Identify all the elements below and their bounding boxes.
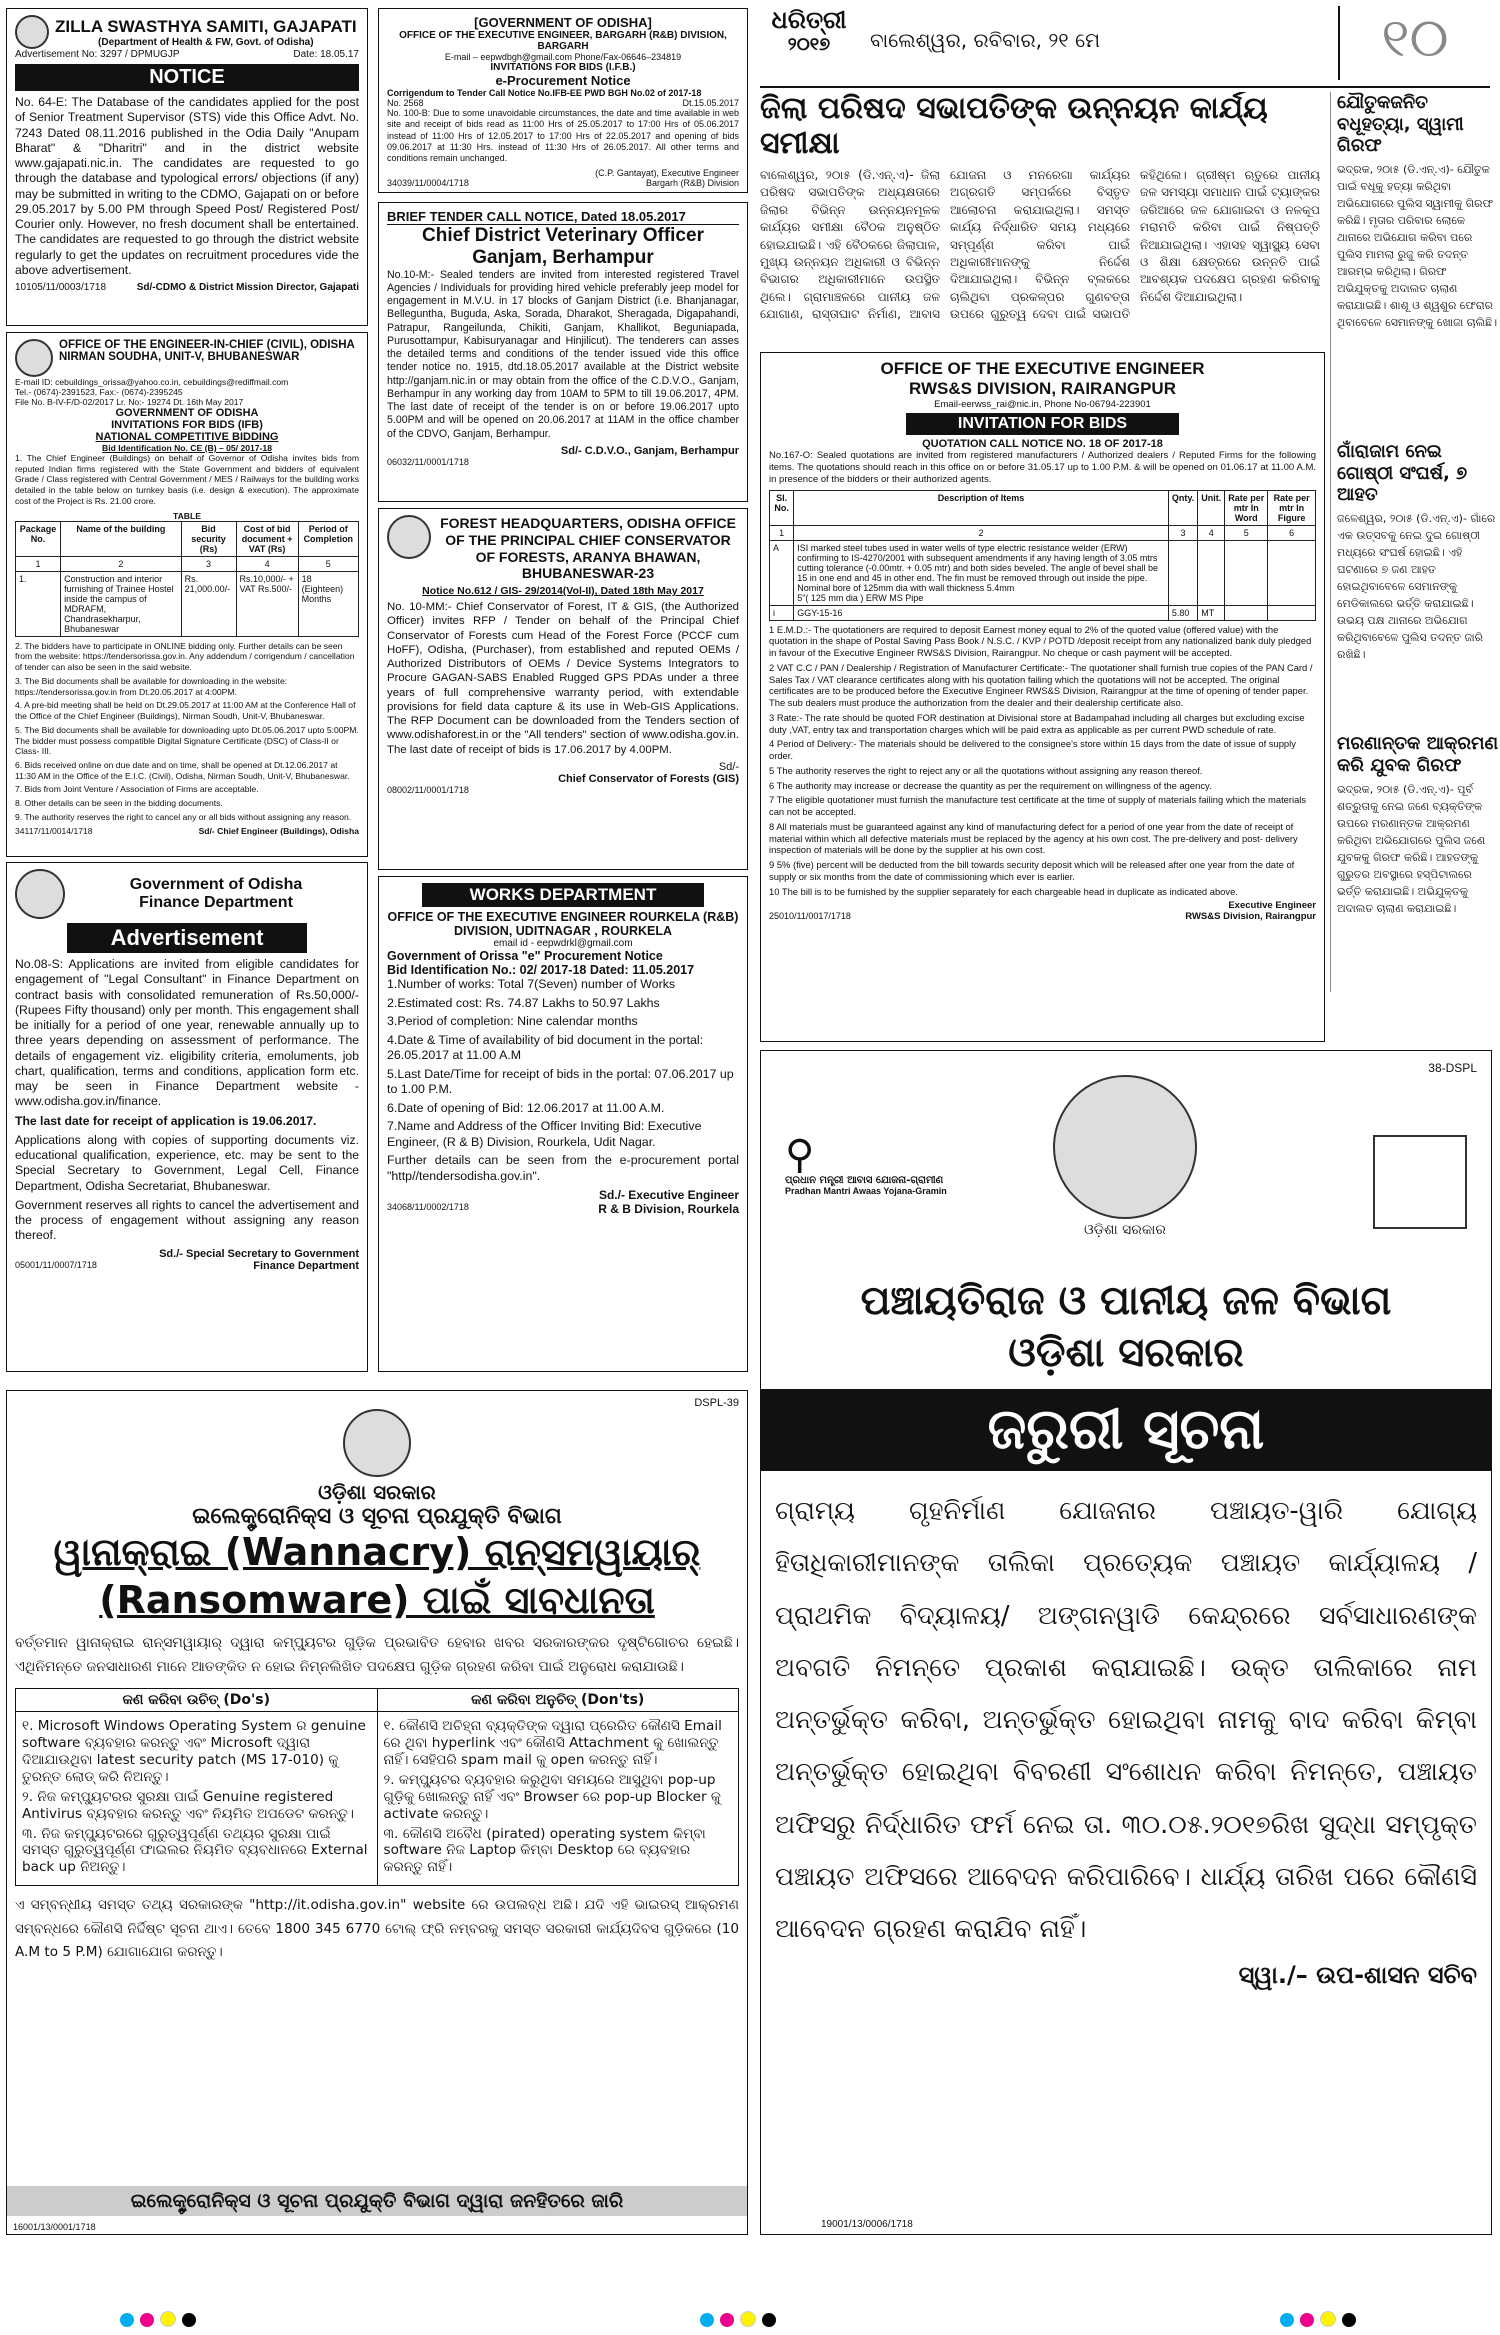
table-header: Qnty. (1168, 490, 1197, 525)
list-item: 9. The authority reserves the right to cancel any or all bids without assigning any reason. (15, 811, 352, 822)
rws-email: Email-eerwss_rai@nic.in, Phone No-06794-223901 (934, 399, 1151, 410)
list-item: 5. The Bid documents shall be available for downloading upto Dt.05.06.2017 upto 5:00PM. The bidder must possess compatible Digital Signature Certificate (DSC) of Class-II or Class- III. (15, 724, 359, 757)
masthead (760, 6, 1490, 88)
works-department-notice (378, 876, 748, 1372)
pmay-name: ପ୍ରଧାନ ମନ୍ତ୍ରୀ ଆବାସ ଯୋଜନା-ଗ୍ରାମୀଣ (785, 1175, 944, 1186)
finance-p1: No.08-S: Applications are invited from eligible candidates for engagement of "Legal Consultant" in Finance Department on contract basis with consolidated remuneration of Rs.50,000/- (Rupees Fifty thousand) only per month. This engagement shall be initially for a period of one year, renewable annually up to three years depending on assessment of performance. The details of engagement viz. eligibility criteria, emoluments, job chart, qualification, terms and conditions, application form etc. may be seen in Finance Department website - www.odisha.gov.in/finance. (15, 957, 359, 1109)
color-dots-left (120, 2311, 202, 2330)
side-news-title: ଗାଁରାଜାମ ନେଇ ଗୋଷ୍ଠୀ ସଂଘର୍ଷ, ୭ ଆହତ (1337, 441, 1468, 506)
civil-table-label: TABLE (172, 510, 201, 521)
yellow-dot (1320, 2311, 1336, 2327)
civil-gov: GOVERNMENT OF ODISHA (115, 407, 259, 419)
wannacry-title2: (Ransomware) ପାଇଁ ସାବଧାନତା (99, 1577, 655, 1622)
table-header: Unit. (1198, 490, 1225, 525)
vet-head: BRIEF TENDER CALL NOTICE, Dated 18.05.2017 (387, 209, 739, 225)
civil-inv: INVITATIONS FOR BIDS (IFB) (111, 419, 263, 431)
list-item: 7.Name and Address of the Officer Inviting Bid: Executive Engineer, (R & B) Division, Rourkela, Udit Nagar. (387, 1119, 702, 1149)
zilla-body: No. 64-E: The Database of the candidates applied for the post of Senior Treatment Supervisor (STS) vide this Office Advt. No. 7243 Dated 08.11.2016 published in the Odia Daily "Anupam Bharat" & "Dharitri" and in the district website www.gajapati.nic.in. The candidates are requested to go through the database and typological errors/ objections (if any) may be submitted in writing to the CDMO, Gajapati on or before 29.05.2017 by 5.00 PM through Speed Post/ Registered Post/ Courier only. However, no fresh document shall be entertained. The candidates are requested to go through the district website regularly to get the updates on recruitment procedures vide the above advertisement. (15, 95, 359, 277)
rws-sign: Executive Engineer (1228, 900, 1316, 912)
table-header: Cost of bid document + VAT (Rs) (236, 521, 298, 556)
civil-ncb: NATIONAL COMPETITIVE BIDDING (95, 431, 279, 443)
works-banner: WORKS DEPARTMENT (422, 883, 704, 907)
table-col-no: 4 (236, 556, 298, 571)
bargarh-corrigendum: Corrigendum to Tender Call Notice No.IFB-EE PWD BGH No.02 of 2017-18 (387, 88, 702, 98)
health-emblem-icon (15, 15, 49, 49)
donts-column (378, 1689, 739, 1886)
finance-sign: Sd./- Special Secretary to Government (159, 1247, 359, 1260)
table-header: Sl. No. (770, 490, 794, 525)
list-item: 1 E.M.D.:- The quotationers are required to deposit Earnest money equal to 2% of the quoted value (offered value) with the quotation in the shape of Postal Saving Pass Book / N.S.C. / KVP / POTD /deposit receipt from any nationalized bank duly pledged in favour of the Executive Engineer RWS&S Division, Rairangpur. No cheque or cash payment will be accepted. (769, 623, 1312, 659)
list-item: 2.Estimated cost: Rs. 74.87 Lakhs to 50.97 Lakhs (387, 995, 660, 1010)
civil-points (15, 641, 359, 823)
list-item: 2 VAT C.C / PAN / Dealership / Registration of Manufacturer Certificate:- The quotationer shall furnish true copies of the PAN Card / Sales Tax / VAT clearance certificates along with his quotation failing which the quotations will not be accepted. The original certificates are to be produced before the Executive Engineer RWS&S Division, Rairangpur at the time of opening of tender paper. The sub dealers must produce the authorization from the dealer and their dealership certificate also. (769, 661, 1313, 709)
zilla-subtitle: (Department of Health & FW, Govt. of Odisha) (98, 36, 314, 48)
wannacry-gov: ଓଡ଼ିଶା ସରକାର (318, 1480, 436, 1504)
finance-p3: Applications along with copies of supporting documents viz. educational qualification, experience, etc. may be sent to the Special Secretary to Government, Legal Cell, Finance Department, Odisha Secretariat, Bhubaneswar. (15, 1132, 359, 1193)
headline-body: ବାଲେଶ୍ୱର, ୨୦ା୫ (ଡି.ଏନ୍.ଏ)- ଜିଲା ପରିଷଦ ସଭାପତିଙ୍କ ଅଧ୍ୟକ୍ଷତାରେ ଜିଲାର ବିଭିନ୍ନ ଉନ୍ନୟନମୂଳକ କାର୍ଯ୍ୟର ସମୀକ୍ଷା ବୈଠକ ଅନୁଷ୍ଠିତ ହୋଇଯାଇଛି। ଏହି ବୈଠକରେ ଜିଲାପାଳ, ମୁଖ୍ୟ ଉନ୍ନୟନ ଅଧିକାରୀ ଓ ବିଭିନ୍ନ ବିଭାଗର ଅଧିକାରୀମାନେ ଉପସ୍ଥିତ ଥିଲେ। ଗ୍ରାମାଞ୍ଚଳରେ ପାନୀୟ ଜଳ ଯୋଗାଣ, ରାସ୍ତାଘାଟ ନିର୍ମାଣ, ଆବାସ ଯୋଜନା ଓ ମନରେଗା କାର୍ଯ୍ୟର ଅଗ୍ରଗତି ସମ୍ପର୍କରେ ବିସ୍ତୃତ ଆଲୋଚନା କରାଯାଇଥିଲା। ସମସ୍ତ କାର୍ଯ୍ୟ ନିର୍ଦ୍ଧାରିତ ସମୟ ମଧ୍ୟରେ ସମ୍ପୂର୍ଣ୍ଣ କରିବା ପାଇଁ ଅଧିକାରୀମାନଙ୍କୁ ନିର୍ଦ୍ଦେଶ ଦିଆଯାଇଥିଲା। ବିଭିନ୍ନ ବ୍ଲକରେ ଚାଲିଥିବା ପ୍ରକଳ୍ପର ଗୁଣବତ୍ତା ଉପରେ ଗୁରୁତ୍ୱ ଦେବା ପାଇଁ ସଭାପତି କହିଥିଲେ। ଗ୍ରୀଷ୍ମ ଋତୁରେ ପାନୀୟ ଜଳ ସମସ୍ୟା ସମାଧାନ ପାଇଁ ଟ୍ୟାଙ୍କର ଜରିଆରେ ଜଳ ଯୋଗାଇବା ଓ ନଳକୂପ ମରାମତି କରିବା ପାଇଁ ନିଷ୍ପତ୍ତି ନିଆଯାଇଥିଲା। ଏହାସହ ସ୍ୱାସ୍ଥ୍ୟ ସେବା ଓ ଶିକ୍ଷା କ୍ଷେତ୍ରରେ ଉନ୍ନତି ପାଇଁ ଆବଶ୍ୟକ ପଦକ୍ଷେପ ଗ୍ରହଣ କରିବାକୁ ନିର୍ଦ୍ଦେଶ ଦିଆଯାଇଥିଲା। (760, 168, 1320, 322)
civil-email: E-mail ID: cebuildings_orissa@yahoo.co.in, cebuildings@rediffmail.com (15, 377, 289, 387)
bargarh-ref: 34039/11/0004/1718 (387, 178, 469, 189)
finance-p2: The last date for receipt of application is 19.06.2017. (15, 1113, 317, 1128)
works-office: OFFICE OF THE EXECUTIVE ENGINEER ROURKELA (R&B) DIVISION, UDITNAGAR , ROURKELA (387, 910, 739, 938)
table-cell: 5.80 (1168, 605, 1197, 620)
works-sign: Sd./- Executive Engineer (598, 1188, 739, 1202)
list-item: 1.Number of works: Total 7(Seven) number of Works (387, 977, 676, 991)
bargarh-no: No. 2568 (387, 98, 424, 108)
bargarh-sign2: Bargarh (R&B) Division (645, 178, 739, 189)
civil-tel: Tel.- (0674)-2391523, Fax:- (0674)-2395245 (15, 387, 183, 397)
table-cell (1268, 540, 1316, 605)
bargarh-body: No. 100-B: Due to some unavoidable circumstances, the date and time available in web site and receipt of bids read as 11:00 Hrs of 25.05.2017 to 17:00 Hrs of 05.06.2017 instead of 11:00 Hrs of 12.05.2017 to 17:00 Hrs of 22.05.2017 and opening of bids 09.06.2017 at 11:30 Hrs. instead of 11:30 Hrs of 26.05.2017. All other terms and conditions remain unchanged. (387, 108, 739, 163)
odisha-emblem-icon (15, 869, 65, 919)
side-news-item (1337, 92, 1499, 331)
list-item: ୧. Microsoft Windows Operating System ର genuine software ବ୍ୟବହାର କରନ୍ତୁ ଏବଂ Microsoft ଦ୍ୱାରା ଦିଆଯାଉଥିବା latest security patch (MS 17-010) କୁ ତୁରନ୍ତ ଲୋଡ୍ କରି ନିଅନ୍ତୁ। (22, 1717, 366, 1785)
masthead-year: ୨୦୧୭ (787, 34, 831, 55)
side-news-body: ଭଦ୍ରକ, ୨୦ା୫ (ଡି.ଏନ୍.ଏ)- ଯୌତୁକ ପାଇଁ ବଧୂକୁ ହତ୍ୟା କରିଥିବା ଅଭିଯୋଗରେ ପୁଲିସ ସ୍ୱାମୀକୁ ଗିରଫ କରିଛି। ମୃତାର ପରିବାର ଲୋକେ ଥାନାରେ ଅଭିଯୋଗ କରିବା ପରେ ପୁଲିସ ମାମଲା ରୁଜୁ କରି ତଦନ୍ତ ଆରମ୍ଭ କରିଥିଲା। ଗିରଫ ଅଭିଯୁକ୍ତକୁ ଅଦାଲତ ଚାଲାଣ କରାଯାଇଛି। ଶାଶୂ ଓ ଶ୍ୱଶୁର ଫେରାର ଥିବାବେଳେ ସେମାନଙ୍କୁ ଖୋଜା ଚାଲିଛି। (1337, 162, 1498, 330)
cyan-dot (700, 2313, 714, 2327)
panchayat-urgent-notice (760, 1050, 1492, 2235)
donts-list (378, 1712, 739, 1886)
table-cell: 1. (16, 571, 61, 636)
headline-title: ଜିଲା ପରିଷଦ ସଭାପତିଙ୍କ ଉନ୍ନୟନ କାର୍ଯ୍ୟ ସମୀକ୍ଷା (760, 92, 1268, 161)
bargarh-office: OFFICE OF THE EXECUTIVE ENGINEER, BARGARH (R&B) DIVISION, BARGARH (399, 30, 727, 52)
forest-emblem-icon (387, 515, 431, 559)
magenta-dot (720, 2313, 734, 2327)
odisha-emblem-icon (15, 339, 53, 377)
forest-title: FOREST HEADQUARTERS, ODISHA OFFICE OF THE PRINCIPAL CHIEF CONSERVATOR OF FORESTS, ARANYA BHAWAN, BHUBANESWAR-23 (440, 515, 736, 582)
panchayat-sign: ସ୍ୱା./– ଉପ-ଶାସନ ସଚିବ (1238, 1961, 1477, 1990)
works-notice: Government of Orissa "e" Procurement Notice (387, 949, 663, 963)
odisha-emblem-icon (1053, 1075, 1197, 1219)
list-item: ୨. କମ୍ପ୍ୟୁଟର ବ୍ୟବହାର କରୁଥିବା ସମୟରେ ଆସୁଥିବା pop-up ଗୁଡ଼ିକୁ ଖୋଲନ୍ତୁ ନାହିଁ ଏବଂ Browser ରେ pop-up Blocker କୁ activate କରନ୍ତୁ। (383, 1771, 721, 1822)
list-item: 5 The authority reserves the right to reject any or all the quotations without assigning any reason thereof. (769, 764, 1203, 776)
bargarh-invitation: INVITATIONS FOR BIDS (I.F.B.) (490, 62, 636, 73)
rws-division: RWS&S DIVISION, RAIRANGPUR (909, 379, 1176, 398)
cyan-dot (1280, 2313, 1294, 2327)
table-col-no: 6 (1268, 525, 1316, 540)
list-item: 5.Last Date/Time for receipt of bids in the portal: 07.06.2017 up to 1.00 P.M. (387, 1066, 734, 1096)
wannacry-code: DSPL-39 (694, 1397, 739, 1409)
civil-table (15, 521, 359, 637)
registration-marks (0, 2305, 1500, 2335)
list-item: 2. The bidders have to participate in ONLINE bidding only. Further details can be seen from the website: https://tendersorissa.gov.in. Any addendum / corrigendum / cancellation of tender can also be seen in the said website. (15, 640, 355, 673)
finance-sign2: Finance Department (253, 1259, 359, 1272)
list-item: 3 Rate:- The rate should be quoted FOR destination at Divisional store at Badampahad including all charges but excluding excise duty ,VAT, entry tax and transportation charges which will be paid extra as applicable as per current PWD schedule of rate. (769, 711, 1305, 735)
table-col-no: 1 (16, 556, 61, 571)
list-item: 7. Bids from Joint Venture / Association of Firms are acceptable. (15, 784, 259, 795)
wannacry-dept: ଇଲେକ୍ଟ୍ରୋନିକ୍ସ ଓ ସୂଚନା ପ୍ରଯୁକ୍ତି ବିଭାଗ (192, 1504, 562, 1529)
finance-p4: Government reserves all rights to cancel the advertisement and the process of engagement without assigning any reason thereof. (15, 1197, 359, 1243)
civil-file: File No. B-IV-F/D-02/2017 Lr. No:- 19274 Dt. 16th May 2017 (15, 397, 244, 407)
table-cell: A (770, 540, 794, 605)
magenta-dot (1300, 2313, 1314, 2327)
list-item: 10 The bill is to be furnished by the supplier separately for each chargeable head in duplicate as indicated above. (769, 885, 1238, 897)
list-item: 6 The authority may increase or decrease the quantity as per the requirement on willingness of the agency. (769, 779, 1212, 791)
zilla-title: ZILLA SWASTHYA SAMITI, GAJAPATI (55, 16, 357, 36)
panchayat-body: ଗ୍ରାମ୍ୟ ଗୃହନିର୍ମାଣ ଯୋଜନାର ପଞ୍ଚାୟତ-ୱାରି ଯୋଗ୍ୟ ହିତାଧିକାରୀମାନଙ୍କ ତାଲିକା ପ୍ରତ୍ୟେକ ପଞ୍ଚାୟତ କାର୍ଯ୍ୟାଳୟ / ପ୍ରାଥମିକ ବିଦ୍ୟାଳୟ/ ଅଙ୍ଗନୱାଡି କେନ୍ଦ୍ରରେ ସର୍ବସାଧାରଣଙ୍କ ଅବଗତି ନିମନ୍ତେ ପ୍ରକାଶ କରାଯାଇଛି। ଉକ୍ତ ତାଲିକାରେ ନାମ ଅନ୍ତର୍ଭୁକ୍ତ କରିବା, ଅନ୍ତର୍ଭୁକ୍ତ ହୋଇଥିବା ନାମକୁ ବାଦ କରିବା କିମ୍ବା ଅନ୍ତର୍ଭୁକ୍ତ ହୋଇଥିବା ବିବରଣୀ ସଂଶୋଧନ କରିବା ନିମନ୍ତେ, ପଞ୍ଚାୟତ ଅଫିସରୁ ନିର୍ଦ୍ଧାରିତ ଫର୍ମ ନେଇ ତା. ୩୦.୦୫.୨୦୧୭ରିଖ ସୁଦ୍ଧା ସମ୍ପୃକ୍ତ ପଞ୍ଚାୟତ ଅଫିସରେ ଆବେଦନ କରିପାରିବେ। ଧାର୍ଯ୍ୟ ତାରିଖ ପରେ କୌଣସି ଆବେଦନ ଗ୍ରହଣ କରାଯିବ ନାହିଁ। (775, 1496, 1477, 1945)
vet-ref: 06032/11/0001/1718 (387, 456, 469, 467)
rws-title: OFFICE OF THE EXECUTIVE ENGINEER (880, 359, 1205, 378)
table-cell (794, 540, 1169, 605)
panchayat-code: 38-DSPL (1428, 1061, 1477, 1075)
dos-header: କଣ କରିବା ଉଚିତ୍ (Do's) (16, 1689, 377, 1712)
table-cell (1268, 605, 1316, 620)
panchayat-ref: 19001/13/0006/1718 (821, 2219, 913, 2230)
bargarh-notice (378, 8, 748, 193)
black-dot (762, 2313, 776, 2327)
wannacry-title1: ୱାନାକ୍ରାଇ (Wannacry) ରାନ୍‌ସମୱାୟାର୍ (53, 1530, 701, 1574)
zilla-date: Date: 18.05.17 (293, 49, 359, 60)
table-col-no: 4 (1198, 525, 1225, 540)
side-news-body: ଜଳେଶ୍ୱର, ୨୦ା୫ (ଡି.ଏନ୍.ଏ)- ଗାଁରେ ଏକ ଉତ୍ସବକୁ ନେଇ ଦୁଇ ଗୋଷ୍ଠୀ ମଧ୍ୟରେ ସଂଘର୍ଷ ହୋଇଛି। ଏହି ଘଟଣାରେ ୭ ଜଣ ଆହତ ହୋଇଥିବାବେଳେ ସେମାନଙ୍କୁ ମେଡିକାଲରେ ଭର୍ତ୍ତି କରାଯାଇଛି। ଉଭୟ ପକ୍ଷ ଥାନାରେ ଅଭିଯୋଗ କରିଥିବାବେଳେ ପୁଲିସ ତଦନ୍ତ ଜାରି ରଖିଛି। (1337, 512, 1496, 662)
table-header: Name of the building (61, 521, 182, 556)
forest-notice (378, 508, 748, 870)
donts-header: କଣ କରିବା ଅନୁଚିତ୍ (Don'ts) (378, 1689, 739, 1712)
yellow-dot (740, 2311, 756, 2327)
vet-title: Chief District Veterinary Officer Ganjam, Berhampur (422, 225, 704, 268)
civil-addr: NIRMAN SOUDHA, UNIT-V, BHUBANESWAR (59, 351, 300, 363)
list-item: ୩. ନିଜ କମ୍ପ୍ୟୁଟରରେ ଗୁରୁତ୍ୱପୂର୍ଣ୍ଣ ତଥ୍ୟର ସୁରକ୍ଷା ପାଇଁ ସମସ୍ତ ଗୁରୁତ୍ୱପୂର୍ଣ୍ଣ ଫାଇଲର ନିୟମିତ ବ୍ୟବଧାନରେ External back up ନିଅନ୍ତୁ। (22, 1825, 368, 1876)
place-date: ବାଲେଶ୍ୱର, ରବିବାର, ୨୧ ମେ (870, 28, 1101, 52)
table-col-no: 2 (61, 556, 182, 571)
masthead-name: ଧରିତ୍ରୀ (771, 6, 847, 34)
zilla-notice-banner: NOTICE (15, 64, 359, 91)
wannacry-ref: 16001/13/0001/1718 (13, 2222, 96, 2232)
table-col-no: 5 (298, 556, 358, 571)
table-col-no: 3 (1168, 525, 1197, 540)
side-news-item (1337, 441, 1499, 663)
wannacry-intro: ବର୍ତ୍ତମାନ ୱାନାକ୍ରାଇ ରାନ୍‌ସମୱାୟାର୍ ଦ୍ୱାରା କମ୍ପ୍ୟୁଟର ଗୁଡ଼ିକ ପ୍ରଭାବିତ ହେବାର ଖବର ସରକାରଙ୍କର ଦୃଷ୍ଟିଗୋଚର ହେଇଛି। ଏଥିନିମନ୍ତେ ଜନସାଧାରଣ ମାନେ ଆତଙ୍କିତ ନ ହୋଇ ନିମ୍ନଲିଖିତ ପଦକ୍ଷେପ ଗୁଡ଼ିକ ଗ୍ରହଣ କରିବା ପାଇଁ ଅନୁରୋଧ କରାଯାଉଛି। (15, 1635, 739, 1675)
forest-body: No. 10-MM:- Chief Conservator of Forest, IT & GIS, (the Authorized Officer) invites RFP / Tender on behalf of the Principal Chief Conservator of Forests cum Head of the Forest Force (PCCF cum HoFF), Odisha, (Purchaser), from established and reputed OEMs / Authorized Distributors of OEMs / Device Systems Integrators to Procure GAGAN-SABS Enabled Rugged GPS PDAs under a three years of full comprehensive warranty period, with extendable provisions for field data capture & its use in Web-GIS Applications. The RFP Document can be downloaded from the Tenders section of www.odishaforest.in or the "All tenders" section of www.odisha.gov.in. The last date of receipt of bids is 17.06.2017 by 4.00PM. (387, 601, 739, 756)
list-item: 3. The Bid documents shall be available for downloading in the website: https://tendersorissa.gov.in from Dt.20.05.2017 at 4:00PM. (15, 675, 288, 697)
rws-intro: No.167-O: Sealed quotations are invited from registered manufacturers / Authorized dealers / Reputed Firms for the following items. The quotations should reach in this office on or before 31.05.17 up to 1.00 P.M. & will be opened on 01.06.17 at 11.00 A.M. in presence of the bidders or their authorized agents. (769, 450, 1316, 485)
page-number: ୧୦ (1338, 6, 1490, 80)
pmay-figure-icon: ⚲ (785, 1133, 815, 1177)
bargarh-title: [GOVERNMENT OF ODISHA] (474, 15, 652, 30)
finance-ref: 05001/11/0007/1718 (15, 1259, 97, 1270)
zilla-sign: Sd/-CDMO & District Mission Director, Gajapati (136, 282, 359, 293)
finance-title: Government of Odisha (129, 876, 303, 893)
table-cell (1225, 605, 1268, 620)
forest-notice-no: Notice No.612 / GIS- 29/2014(Vol-II), Dated 18th May 2017 (422, 585, 704, 598)
list-item: 8. Other details can be seen in the bidding documents. (15, 798, 223, 809)
vet-body: No.10-M:- Sealed tenders are invited from interested registered Travel Agencies / Individuals for providing hired vehicle preferably jeep model for engagement in M.V.U. in 17 blocks of Ganjam District (i.e. Bhanjanagar, Belleguntha, Buguda, Aska, Sorada, Dharakot, Sheragada, Digapahandi, Patrapur, Rangeilunda, Chikiti, Ganjam, Khallikot, Beguniapada, Purusottampur, Kabisuryanagar and Hinjilicut). The tenderers can asses the detailed terms and conditions of the tender issued vide this office tender notice no. 1915, dtd.18.05.2017 available at the District website http://ganjam.nic.in or may obtain from the office of the C.D.V.O., Ganjam, Berhampur in any working day from 10AM to 5PM to till 19.06.2017, 4PM. The last date of receipt of the tender is on or before 19.06.2017 upto 5.00PM and will be opened on 20.06.2017 at 11AM in the office chamber of the CDVO, Ganjam, Berhampur. (387, 268, 739, 440)
urgent-banner: ଜରୁରୀ ସୂଚନା (761, 1389, 1491, 1471)
seal-text: ଓଡ଼ିଶା ସରକାର (1084, 1222, 1166, 1238)
table-cell: Construction and interior furnishing of Trainee Hostel inside the campus of MDRAFM, Chandrasekharpur, Bhubaneswar (61, 571, 182, 636)
bargarh-email: E-mail – eepwdbgh@gmail.com Phone/Fax-06646–234819 (444, 52, 682, 62)
panchayat-dept: ପଞ୍ଚାୟତିରାଜ ଓ ପାନୀୟ ଜଳ ବିଭାଗ (860, 1278, 1392, 1324)
pmay-name-en: Pradhan Mantri Awaas Yojana-Gramin (785, 1186, 947, 1196)
works-bid-id: Bid Identification No.: 02/ 2017-18 Dated: 11.05.2017 (387, 963, 695, 977)
zilla-adv-no: Advertisement No: 3297 / DPMUGJP (15, 49, 180, 60)
masthead-logo (764, 6, 854, 55)
finance-dept: Finance Department (139, 894, 293, 911)
civil-p1: 1. The Chief Engineer (Buildings) on behalf of Governor of Odisha invites bids from reputed Indian firms registered with the State Government and bidders of equivalent Grade / Class registered with Central Government / MES / Railways for the building works detailed in the table below on turnkey basis (i.e. design & execution). The approximate cost of the Project is Rs. 21.00 crore. (15, 453, 359, 506)
rws-ref: 25010/11/0017/1718 (769, 911, 851, 922)
side-news-body: ଭଦ୍ରକ, ୨୦ା୫ (ଡି.ଏନ୍.ଏ)- ପୂର୍ବ ଶତ୍ରୁତାକୁ ନେଇ ଜଣେ ବ୍ୟକ୍ତିଙ୍କ ଉପରେ ମରଣାନ୍ତକ ଆକ୍ରମଣ କରିଥିବା ଅଭିଯୋଗରେ ପୁଲିସ ଜଣେ ଯୁବକକୁ ଗିରଫ କରିଛି। ଆହତଙ୍କୁ ଗୁରୁତର ଅବସ୍ଥାରେ ହସ୍ପିଟାଲରେ ଭର୍ତ୍ତି କରାଯାଇଛି। ଅଭିଯୁକ୍ତକୁ ଅଦାଲତ ଚାଲାଣ କରାଯାଇଛି। (1337, 782, 1486, 915)
magenta-dot (140, 2313, 154, 2327)
dos-list (16, 1712, 377, 1886)
table-header: Bid security (Rs) (181, 521, 236, 556)
odisha-emblem-icon (343, 1409, 411, 1477)
rws-table (769, 490, 1316, 621)
bargarh-eproc: e-Procurement Notice (495, 73, 631, 88)
civil-title: OFFICE OF THE ENGINEER-IN-CHIEF (CIVIL), ODISHA (59, 339, 355, 351)
pmay-logo (785, 1135, 985, 1196)
headline-article (760, 92, 1320, 342)
table-row (770, 540, 1316, 605)
finance-banner: Advertisement (67, 923, 308, 953)
rws-qcn: QUOTATION CALL NOTICE NO. 18 OF 2017-18 (922, 438, 1163, 450)
side-news-column (1330, 92, 1499, 992)
table-cell: Rs. 21,000.00/- (181, 571, 236, 636)
zilla-notice (6, 8, 368, 326)
house-logo-icon (1373, 1135, 1467, 1229)
forest-ref: 08002/11/0001/1718 (387, 784, 469, 795)
list-item: 3.Period of completion: Nine calendar months (387, 1014, 638, 1028)
list-item: ୩. କୌଣସି ଅବୈଧ (pirated) operating system କିମ୍ବା software ନିଜ Laptop କିମ୍ବା Desktop ରେ ବ୍ୟବହାର କରନ୍ତୁ ନାହିଁ। (383, 1825, 706, 1876)
bargarh-sign: (C.P. Gantayat), Executive Engineer (595, 168, 739, 179)
list-item: ୧. କୌଣସି ଅଚିହ୍ନା ବ୍ୟକ୍ତିଙ୍କ ଦ୍ୱାରା ପ୍ରେରିତ କୌଣସି Email ରେ ଥିବା hyperlink ଏବଂ କୌଣସି Attachment କୁ ଖୋଲନ୍ତୁ ନାହିଁ। ସେହିପରି spam mail କୁ open କରନ୍ତୁ ନାହିଁ। (383, 1717, 722, 1768)
cyan-dot (120, 2313, 134, 2327)
civil-ifb-notice (6, 332, 368, 857)
table-cell: GGY-15-16 (794, 605, 1169, 620)
civil-bid-id: Bid Identification No. CE (B) – 05/ 2017-18 (101, 443, 272, 453)
table-row (16, 571, 359, 636)
table-cell: MT (1198, 605, 1225, 620)
rws-quotation-notice (760, 352, 1325, 1042)
rws-sign2: RWS&S Division, Rairangpur (1185, 911, 1316, 923)
item-description: ISI marked steel tubes used in water wells of type electric resistance welder (ERW) confirming to IS-4270/2001 with subsequent amendments if any having length of 3.05 mtrs cutting tolerance (-0.00mtr. + 0.05 mtr) and both sides beveled. The angle of bevel shall be 15 in one end and 45 in other end. The fin must be removed through out inside the pipe. Nominal bore of 125mm dia with wall thickness 5.4mm (797, 542, 1159, 593)
table-cell (1225, 540, 1268, 605)
works-sign2: R & B Division, Rourkela (598, 1202, 739, 1216)
finance-advertisement (6, 862, 368, 1372)
black-dot (182, 2313, 196, 2327)
list-item: ୨. ନିଜ କମ୍ପ୍ୟୁଟରର ସୁରକ୍ଷା ପାଇଁ Genuine registered Antivirus ବ୍ୟବହାର କରନ୍ତୁ ଏବଂ ନିୟମିତ ଅପଡେଟ କରନ୍ତୁ। (22, 1788, 355, 1822)
side-news-item (1337, 733, 1499, 917)
list-item: 4 Period of Delivery:- The materials should be delivered to the consignee's store within 15 days from the date of issue of supply order. (769, 738, 1296, 762)
table-col-no: 3 (181, 556, 236, 571)
bargarh-dt: Dt.15.05.2017 (682, 98, 739, 108)
works-ref: 34068/11/0002/1718 (387, 1202, 469, 1212)
table-header: Description of Items (794, 490, 1169, 525)
table-header: Period of Completion (298, 521, 358, 556)
wannacry-issued: ଇଲେକ୍ଟ୍ରୋନିକ୍ସ ଓ ସୂଚନା ପ୍ରଯୁକ୍ତି ବିଭାଗ ଦ୍ୱାରା ଜନହିତରେ ଜାରି (7, 2186, 747, 2216)
table-header: Package No. (16, 521, 61, 556)
list-item: 4. A pre-bid meeting shall be held on Dt.29.05.2017 at 11:00 AM at the Conference Hall of the Office of the Chief Engineer (Buildings), Nirman Soudh, Unit-V, Bhubaneswar. (15, 700, 356, 722)
list-item: 6.Date of opening of Bid: 12.06.2017 at 11.00 A.M. (387, 1100, 665, 1115)
table-col-no: 2 (794, 525, 1169, 540)
works-email: email id - eepwdrkl@gmail.com (493, 938, 633, 949)
vet-tender-notice (378, 202, 748, 502)
civil-sign: Sd/- Chief Engineer (Buildings), Odisha (198, 825, 359, 836)
works-items (387, 977, 739, 1150)
works-further: Further details can be seen from the e-procurement portal "http//tendersodisha.gov.in". (387, 1153, 739, 1183)
table-header: Rate per mtr In Figure (1268, 490, 1316, 525)
list-item: 4.Date & Time of availability of bid document in the portal: 26.05.2017 at 11.00 A.M (387, 1032, 704, 1062)
yellow-dot (160, 2311, 176, 2327)
list-item: 8 All materials must be guaranteed against any kind of manufacturing defect for a period of one year from the date of receipt of material within which all defective materials must be replaced by the agency at his own cost. The pre-delivery and post- delivery inspection of materials will be done by the supplier at his own cost. (769, 820, 1298, 856)
table-row (770, 605, 1316, 620)
black-dot (1342, 2313, 1356, 2327)
dos-column (16, 1689, 378, 1886)
rws-banner: INVITATION FOR BIDS (906, 413, 1180, 435)
dos-donts-table (15, 1688, 739, 1887)
table-header: Rate per mtr In Word (1225, 490, 1268, 525)
color-dots-center (700, 2311, 782, 2330)
forest-sign: Sd/- (718, 760, 739, 773)
table-col-no: 1 (770, 525, 794, 540)
table-cell (1168, 540, 1197, 605)
rws-terms (769, 624, 1316, 898)
side-news-title: ମରଣାନ୍ତକ ଆକ୍ରମଣ କରି ଯୁବକ ଗିରଫ (1337, 733, 1499, 777)
item-spec: 5"( 125 mm dia ) ERW MS Pipe (797, 592, 924, 603)
wannacry-advisory (6, 1390, 748, 2235)
forest-sign2: Chief Conservator of Forests (GIS) (558, 772, 739, 785)
vet-sign: Sd/- C.D.V.O., Ganjam, Berhampur (560, 444, 739, 457)
table-cell: i (770, 605, 794, 620)
table-cell (1198, 540, 1225, 605)
list-item: 6. Bids received online on due date and on time, shall be opened at Dt.12.06.2017 at 11:30 AM in the Office of the E.I.C. (Civil), Odisha, Nirman Soudh, Unit-V, Bhubaneswar. (15, 760, 350, 781)
table-cell: Rs.10,000/- + VAT Rs.500/- (236, 571, 298, 636)
side-news-title: ଯୌତୁକଜନିତ ବଧୂହତ୍ୟା, ସ୍ୱାମୀ ଗିରଫ (1337, 92, 1464, 157)
list-item: 9 5% (five) percent will be deducted from the bill towards security deposit which will be released after one year from the date of supply or six months from the date of commissioning which ever is earlier. (769, 859, 1295, 882)
civil-ref: 34117/11/0014/1718 (15, 825, 93, 836)
table-cell: 18 (Eighteen) Months (298, 571, 358, 636)
list-item: 7 The eligible quotationer must furnish the manufacture test certificate at the time of supply of materials failing which the materials can not be accepted. (769, 794, 1307, 818)
panchayat-gov: ଓଡ଼ିଶା ସରକାର (1008, 1330, 1244, 1376)
table-col-no: 5 (1225, 525, 1268, 540)
wannacry-footer-text: ଏ ସମ୍ବନ୍ଧୀୟ ସମସ୍ତ ତଥ୍ୟ ସରକାରଙ୍କ "http://it.odisha.gov.in" website ରେ ଉପଲବ୍ଧ ଅଛି। ଯଦି ଏହି ଭାଇରସ୍ ଆକ୍ରମଣ ସମ୍ବନ୍ଧରେ କୌଣସି ନିର୍ଦ୍ଦିଷ୍ଟ ସୂଚନା ଥାଏ। ତେବେ 1800 345 6770 ଟୋଲ୍ ଫ୍ରି ନମ୍ବରକୁ ସମସ୍ତ ସରକାରୀ କାର୍ଯ୍ୟଦିବସ ଗୁଡ଼ିକରେ (10 A.M to 5 P.M) ଯୋଗାଯୋଗ କରନ୍ତୁ। (15, 1897, 739, 1960)
zilla-ref: 10105/11/0003/1718 (15, 282, 107, 293)
color-dots-right (1280, 2311, 1362, 2330)
odisha-seal (1035, 1075, 1215, 1238)
